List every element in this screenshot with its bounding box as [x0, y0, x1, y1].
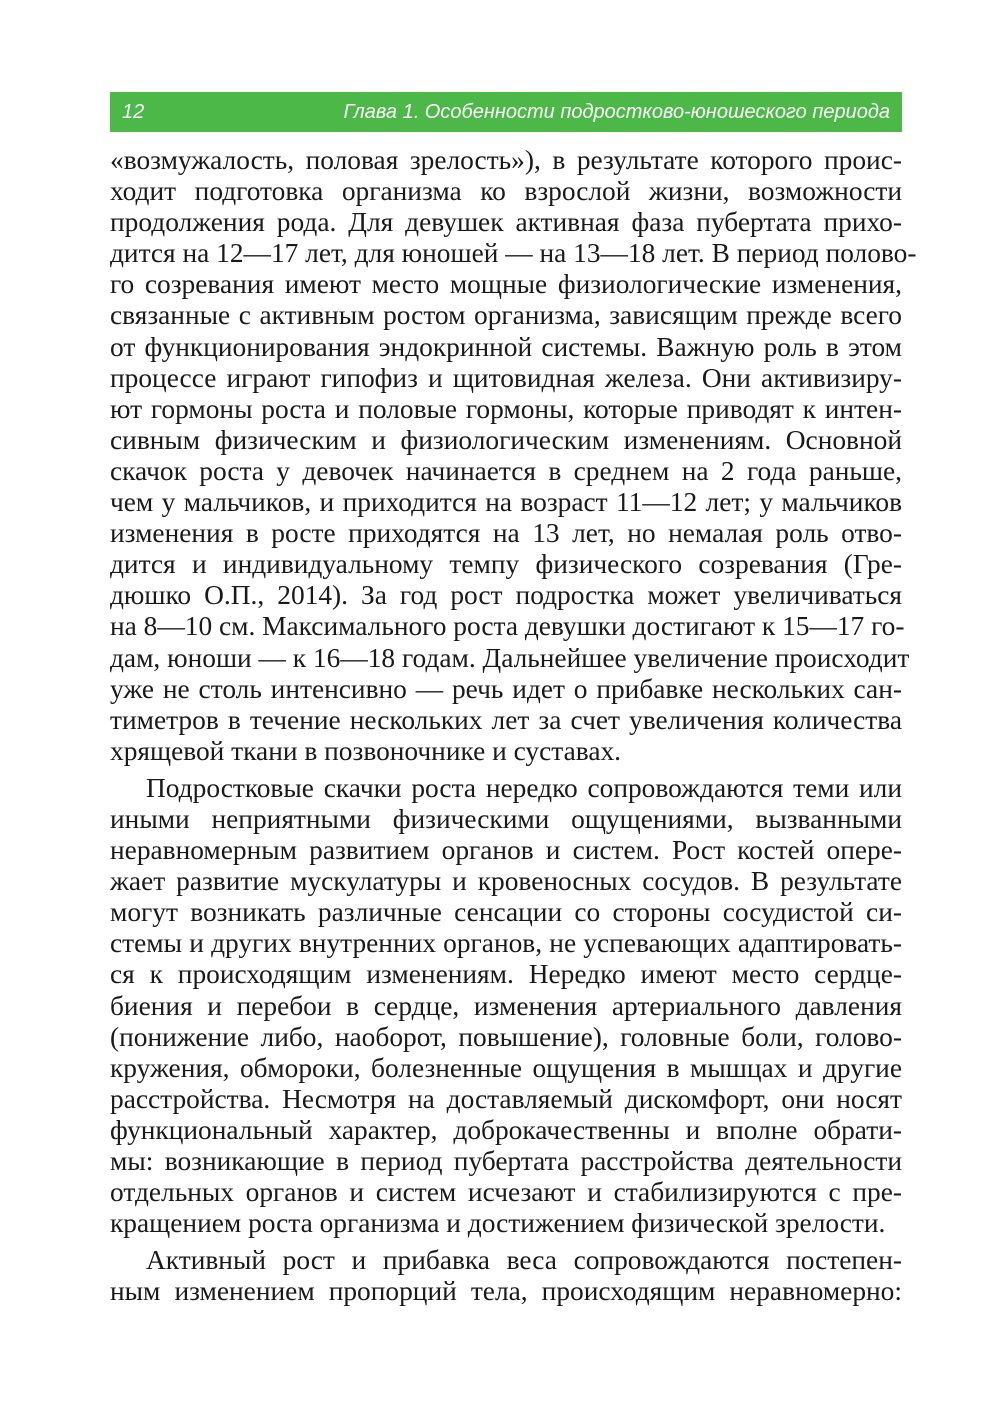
text-line: неравномерным развитием органов и систем. Рост костей опере-	[110, 835, 902, 866]
text-line: ходит подготовка организма ко взрослой жизни, возможности	[110, 176, 902, 207]
chapter-title: Глава 1. Особенности подростково-юношеского периода	[343, 100, 890, 123]
text-line: функциональный характер, доброкачественны и вполне обрати-	[110, 1114, 902, 1145]
text-line: на 8—10 см. Максимального роста девушки достигают к 15—17 го-	[110, 611, 905, 642]
text-line: дится на 12—17 лет, для юношей — на 13—18 лет. В период полово-	[110, 238, 917, 269]
text-line: уже не столь интенсивно — речь идет о прибавке нескольких сан-	[110, 673, 902, 704]
text-line: кружения, обмороки, болезненные ощущения в мышцах и другие	[110, 1052, 902, 1083]
text-line: жает развитие мускулатуры и кровеносных сосудов. В результате	[110, 866, 902, 897]
text-line: изменения в росте приходятся на 13 лет, но немалая роль отво-	[110, 518, 902, 549]
text-line: иными неприятными физическими ощущениями, вызванными	[110, 803, 902, 834]
text-line: биения и перебои в сердце, изменения артериального давления	[110, 990, 902, 1021]
text-line: от функционирования эндокринной системы. Важную роль в этом	[110, 331, 902, 362]
text-line: отдельных органов и систем исчезают и стабилизируются с пре-	[110, 1177, 902, 1208]
page-number: 12	[122, 100, 145, 123]
text-line: ют гормоны роста и половые гормоны, которые приводят к интен-	[110, 393, 902, 424]
text-line: дится и индивидуальному темпу физического созревания (Гре-	[110, 549, 902, 580]
page-header	[110, 92, 902, 132]
text-line: го созревания имеют место мощные физиологические изменения,	[110, 269, 902, 300]
text-line: Подростковые скачки роста нередко сопровождаются теми или	[146, 772, 902, 803]
text-line: стемы и других внутренних органов, не успевающих адаптировать-	[110, 928, 902, 959]
text-line: мы: возникающие в период пубертата расстройства деятельности	[110, 1146, 902, 1176]
text-line: кращением роста организма и достижением физической зрелости.	[110, 1208, 886, 1239]
text-line: тиметров в течение нескольких лет за счет увеличения количества	[110, 704, 902, 735]
paragraph-1	[110, 145, 917, 767]
text-line: ся к происходящим изменениям. Нередко имеют место сердце-	[110, 959, 902, 990]
text-line: продолжения рода. Для девушек активная фаза пубертата прихо-	[110, 207, 902, 238]
text-line: могут возникать различные сенсации со стороны сосудистой си-	[110, 897, 902, 928]
text-line: сивным физическим и физиологическим изменениям. Основной	[110, 424, 902, 455]
paragraph-2	[110, 773, 902, 1239]
text-line: дюшко О.П., 2014). За год рост подростка может увеличиваться	[110, 580, 902, 611]
text-line: связанные с активным ростом организма, зависящим прежде всего	[110, 300, 902, 331]
page-body	[110, 145, 917, 1307]
text-line: Активный рост и прибавка веса сопровождаются постепен-	[146, 1245, 902, 1276]
paragraph-3	[110, 1245, 902, 1307]
text-line: «возмужалость, половая зрелость»), в результате которого проис-	[110, 145, 902, 175]
text-line: дам, юноши — к 16—18 годам. Дальнейшее увеличение происходит	[110, 642, 910, 673]
text-line: ным изменением пропорций тела, происходящим неравномерно:	[110, 1276, 902, 1307]
text-line: чем у мальчиков, и приходится на возраст 11—12 лет; у мальчиков	[110, 487, 902, 518]
text-line: расстройства. Несмотря на доставляемый дискомфорт, они носят	[110, 1083, 902, 1114]
text-line: скачок роста у девочек начинается в среднем на 2 года раньше,	[110, 455, 902, 486]
text-line: процессе играют гипофиз и щитовидная железа. Они активизиру-	[110, 362, 902, 393]
text-line: хрящевой ткани в позвоночнике и суставах.	[110, 735, 622, 766]
text-line: (понижение либо, наоборот, повышение), головные боли, голово-	[110, 1021, 902, 1052]
